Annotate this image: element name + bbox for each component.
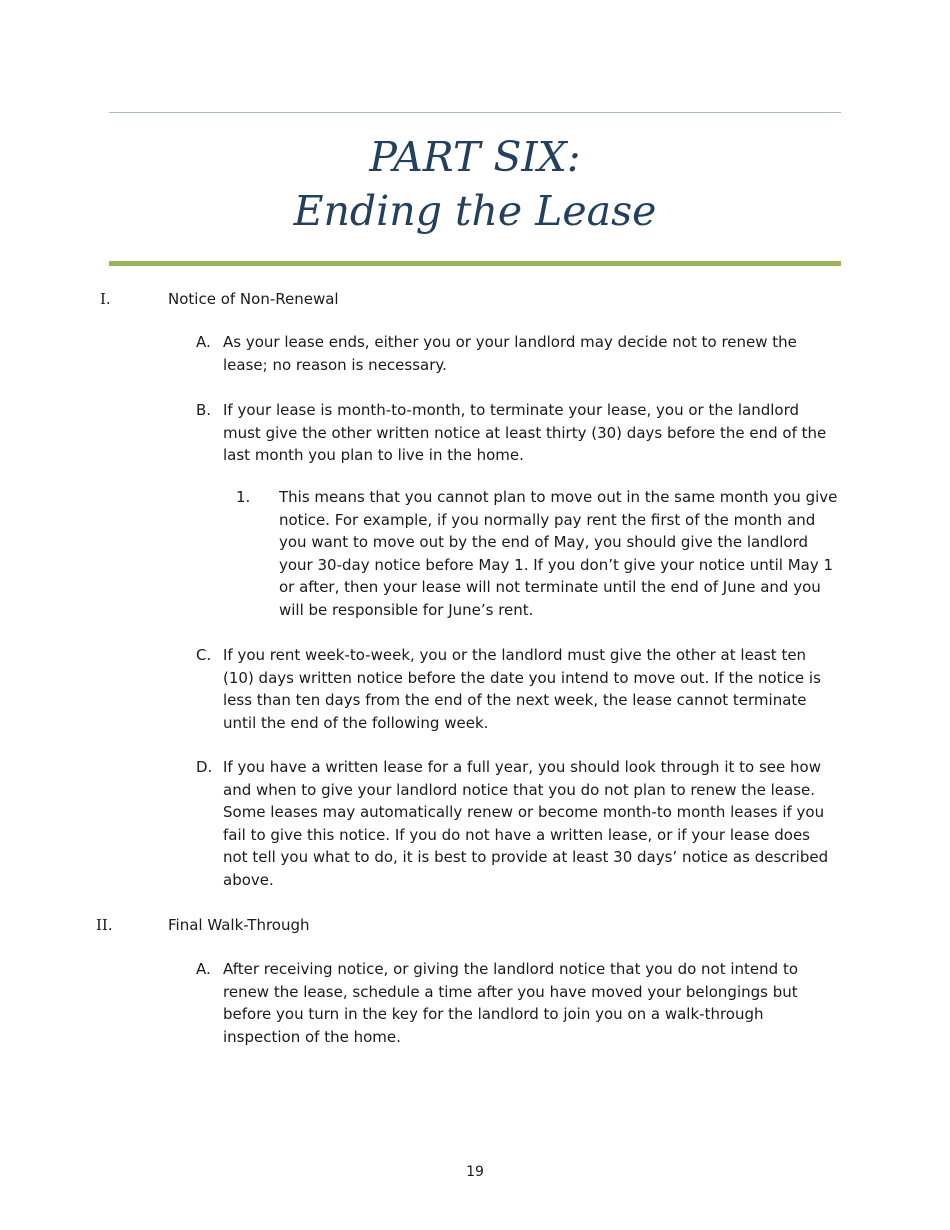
item-text: After receiving notice, or giving the landlord notice that you do not intend to renew the lease, schedule a time after you have moved your belongings but before you turn in the key for the landlord to join you on a walk-through inspection of the home. [223,960,799,1046]
subitem-text: This means that you cannot plan to move out in the same month you give notice. For example, if you normally pay rent the first of the month and you want to move out by the end of May, you should give the landlord your 30-day notice before May 1. If you don’t give your notice until May 1 or after, then your lease will not terminate until the end of June and you will be responsible for June’s rent. [279,488,838,619]
item-letter: A. [196,960,211,978]
subitem-number: 1. [236,488,251,506]
item-text: If you have a written lease for a full year, you should look through it to see how and when to give your landlord notice that you do not plan to renew the lease. Some leases may automatically renew or become month-to month leases if you fail to give this notice. If you do not have a written lease, or if your lease does not tell you what to do, it is best to provide at least 30 days’ notice as described above. [223,758,829,889]
item-text: As your lease ends, either you or your landlord may decide not to renew the lease; no reason is necessary. [223,333,797,374]
page-title [109,130,841,238]
section-numeral: I. [100,290,111,308]
item-letter: B. [196,401,212,419]
item-text: If you rent week-to-week, you or the landlord must give the other at least ten (10) days written notice before the date you intend to move out. If the notice is less than ten days from the end of the next week, the lease cannot terminate until the end of the following week. [223,646,821,732]
item-letter: A. [196,333,211,351]
item-letter: D. [196,758,213,776]
section-numeral: II. [96,916,113,934]
section-heading: Notice of Non-Renewal [168,290,339,308]
item-letter: C. [196,646,212,664]
title-line-2: Ending the Lease [293,187,657,235]
page-number: 19 [466,1164,484,1180]
item-text: If your lease is month-to-month, to terminate your lease, you or the landlord must give the other written notice at least thirty (30) days before the end of the last month you plan to live in the home. [223,401,827,464]
top-divider [109,112,841,113]
title-underline [109,261,841,266]
section-heading: Final Walk-Through [168,916,310,934]
title-line-1: PART SIX: [369,133,581,181]
